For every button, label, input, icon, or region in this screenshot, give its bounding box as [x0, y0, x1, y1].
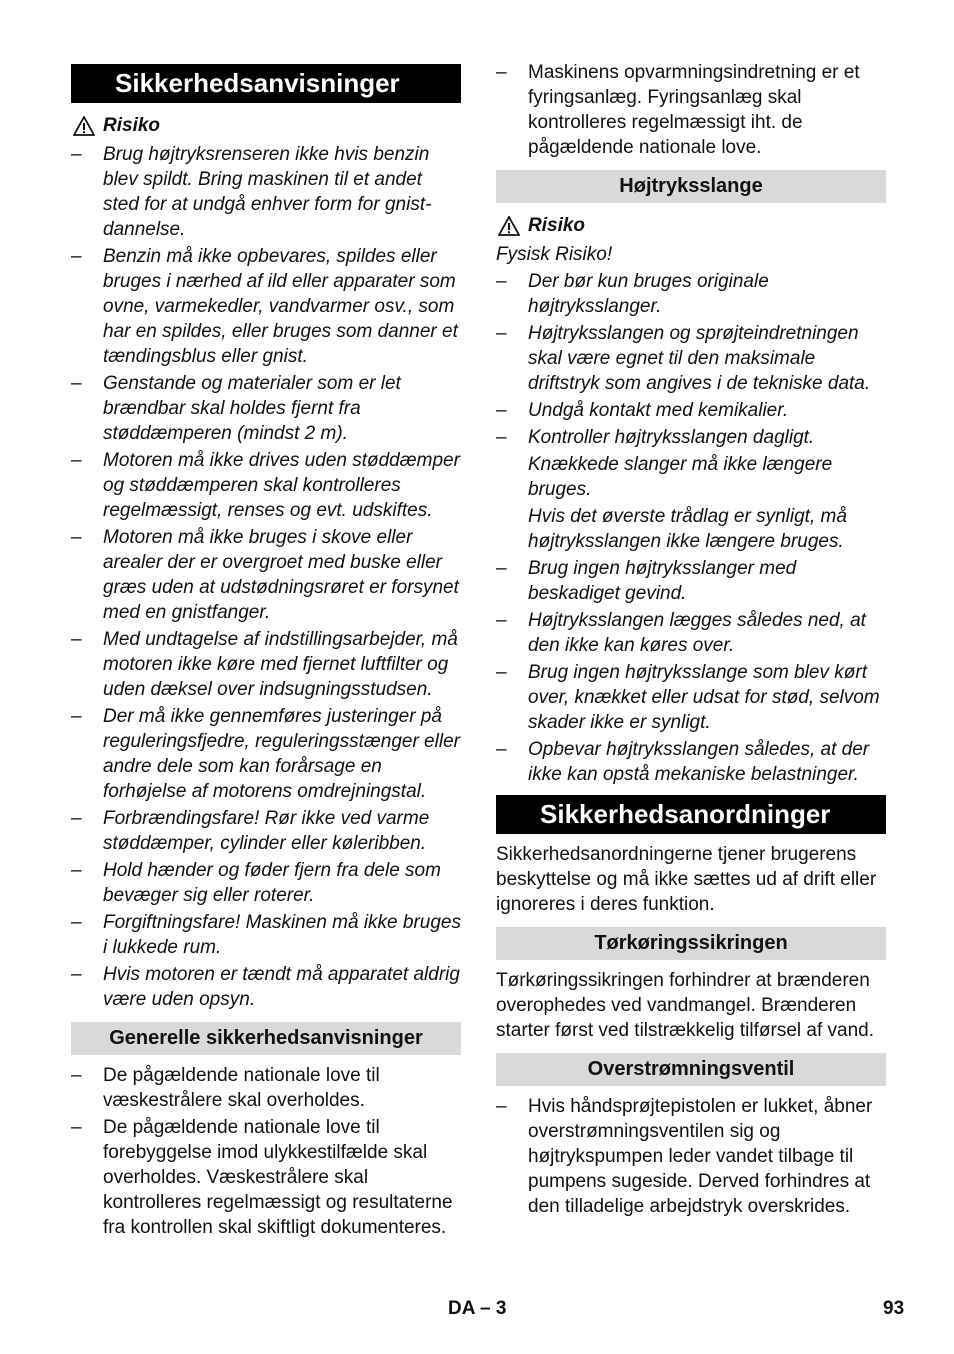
risk-warning	[73, 113, 461, 138]
hose-note: Hvis det øverste trådlag er synligt, må højtryksslangen ikke længere bruges.	[528, 506, 847, 552]
list-item: – Forgiftningsfare! Maskinen må ikke bruges i lukkede rum.	[71, 912, 461, 958]
list-item: – Opbevar højtryksslangen således, at der ikke kan opstå mekaniske belastninger.	[496, 739, 870, 785]
hose-list-b	[496, 556, 886, 787]
list-item: – Der bør kun bruges originale højtryksslanger.	[496, 271, 769, 317]
page-number: 93	[883, 1298, 905, 1319]
general-list	[71, 1063, 461, 1240]
section-title-overflow: Overstrømningsventil	[496, 1053, 886, 1086]
list-item: – Maskinens opvarmningsindretning er et fyringsanlæg. Fyringsanlæg skal kontrolleres regelmæssigt iht. de pågældende nationale love.	[496, 62, 860, 158]
hose-list-a	[496, 269, 886, 450]
right-column	[496, 58, 886, 1221]
list-item: – Der må ikke gennemføres justeringer på reguleringsfjedre, reguleringsstænger eller andre dele som kan forårsage en forhøjelse af motorens omdrejningstal.	[71, 706, 460, 802]
list-item: – Forbrændingsfare! Rør ikke ved varme støddæmper, cylinder eller køleribben.	[71, 808, 430, 854]
warning-triangle-icon	[498, 216, 520, 236]
physical-risk: Fysisk Risiko!	[496, 244, 613, 265]
list-item: – Motoren må ikke bruges i skove eller arealer der er overgroet med buske eller græs uden at udstødningsrøret er forsynet med en gnistfanger.	[71, 527, 459, 623]
list-item: – Med undtagelse af indstillingsarbejder, må motoren ikke køre med fjernet luftfilter og uden dæksel over indsugningsstudsen.	[71, 629, 458, 700]
section-title-devices: Sikkerhedsanordninger	[496, 795, 886, 834]
list-item: – De pågældende nationale love til væskestrålere skal overholdes.	[71, 1065, 380, 1111]
section-title-dryrun: Tørkøringssikringen	[496, 927, 886, 960]
page-footer	[0, 1296, 954, 1324]
left-column	[71, 58, 461, 1242]
warning-triangle-icon	[73, 116, 95, 136]
dryrun-text: Tørkøringssikringen forhindrer at brænderen overophedes ved vandmangel. Brænderen starter først ved tilstrækkelig tilførsel af vand.	[496, 970, 874, 1041]
hose-note: Knækkede slanger må ikke længere bruges.	[528, 454, 833, 500]
section-title-safety: Sikkerhedsanvisninger	[71, 64, 461, 103]
list-item: – Motoren må ikke drives uden støddæmper og støddæmperen skal kontrolleres regelmæssigt, renses og evt. udskiftes.	[71, 450, 460, 521]
risk-list	[71, 142, 461, 1012]
list-item: – Genstande og materialer som er let brændbar skal holdes fjernt fra støddæmperen (mindst 2 m).	[71, 373, 401, 444]
list-item: – Benzin må ikke opbevares, spildes eller bruges i nærhed af ild eller apparater som ovne, varmekedler, vandvarmer osv., som har en spildes, eller bruges som danner et tændingsblus eller gnist.	[71, 246, 458, 367]
list-item: – De pågældende nationale love til forebyggelse imod ulykkestilfælde skal overholdes. Væskestrålere skal kontrolleres regelmæssigt og resultaterne fra kontrollen skal skiftligt dokumenteres.	[71, 1117, 453, 1238]
section-title-general: Generelle sikkerhedsanvisninger	[71, 1022, 461, 1055]
section-title-hose: Højtryksslange	[496, 170, 886, 203]
list-item: – Brug ingen højtryksslanger med beskadiget gevind.	[496, 558, 797, 604]
heater-list	[496, 60, 886, 160]
list-item: – Kontroller højtryksslangen dagligt.	[496, 427, 815, 448]
list-item: – Brug ingen højtryksslange som blev kørt over, knækket eller udsat for stød, selvom skader ikke er synligt.	[496, 662, 880, 733]
risk-label: Risiko	[528, 215, 586, 236]
hose-risk-warning	[498, 213, 886, 238]
list-item: – Undgå kontakt med kemikalier.	[496, 400, 789, 421]
list-item: – Højtryksslangen lægges således ned, at den ikke kan køres over.	[496, 610, 866, 656]
list-item: – Brug højtryksrenseren ikke hvis benzin blev spildt. Bring maskinen til et andet sted for at undgå enhver form for gnist-dannelse.	[71, 144, 432, 240]
list-item: – Hold hænder og føder fjern fra dele som bevæger sig eller roterer.	[71, 860, 441, 906]
footer-language-page: DA – 3	[448, 1298, 507, 1319]
list-item: – Hvis motoren er tændt må apparatet aldrig være uden opsyn.	[71, 964, 460, 1010]
risk-label: Risiko	[103, 115, 161, 136]
list-item: – Hvis håndsprøjtepistolen er lukket, åbner overstrømningsventilen sig og højtrykspumpen leder vandet tilbage til pumpens sugeside. Derved forhindres at den tilladelige arbejdstryk overskrides.	[496, 1096, 873, 1217]
list-item: – Højtryksslangen og sprøjteindretningen skal være egnet til den maksimale driftstryk som angives i de tekniske data.	[496, 323, 871, 394]
devices-text: Sikkerhedsanordningerne tjener brugerens beskyttelse og må ikke sættes ud af drift eller ignoreres i deres funktion.	[496, 844, 877, 915]
overflow-list	[496, 1094, 886, 1219]
